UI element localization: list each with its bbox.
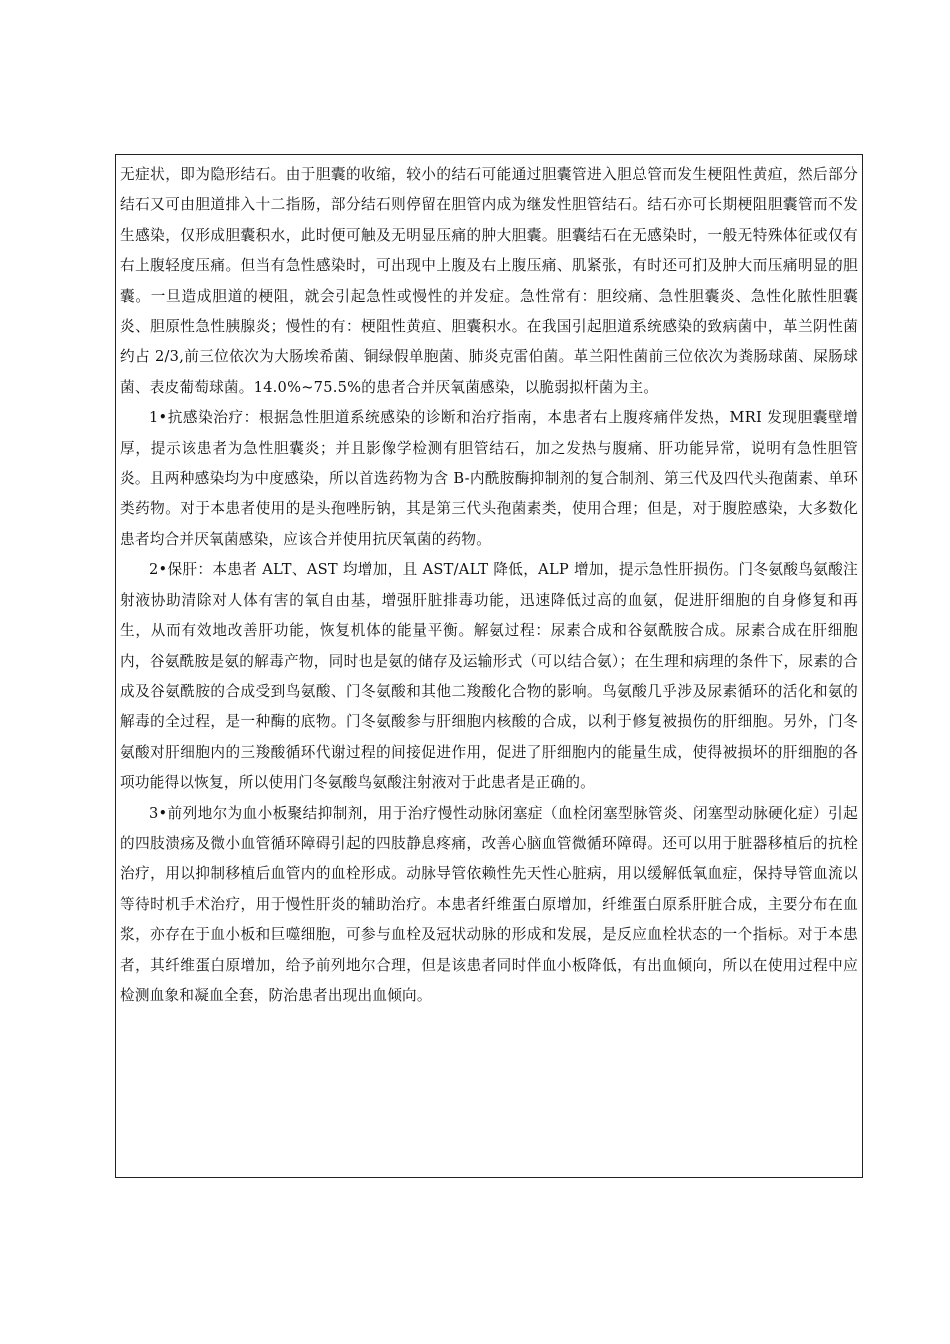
paragraph-liver-protection: 2•保肝：本患者 ALT、AST 均增加，且 AST/ALT 降低，ALP 增加，提示急性肝损伤。门冬氨酸鸟氨酸注射液协助清除对人体有害的氧自由基，增强肝脏排毒功能，迅速降低过高的血氨，促进肝细胞的自身修复和再生，从而有效地改善肝功能，恢复机体的能量平衡。解氨过程：尿素合成和谷氨酰胺合成。尿素合成在肝细胞内，谷氨酰胺是氨的解毒产物，同时也是氨的储存及运输形式（可以结合氨）；在生理和病理的条件下，尿素的合成及谷氨酰胺的合成受到鸟氨酸、门冬氨酸和其他二羧酸化合物的影响。鸟氨酸几乎涉及尿素循环的活化和氨的解毒的全过程，是一种酶的底物。门冬氨酸参与肝细胞内核酸的合成，以利于修复被损伤的肝细胞。另外，门冬氨酸对肝细胞内的三羧酸循环代谢过程的间接促进作用，促进了肝细胞内的能量生成，使得被损坏的肝细胞的各项功能得以恢复，所以使用门冬氨酸鸟氨酸注射液对于此患者是正确的。: [120, 561, 858, 792]
paragraph-gallstone-overview: 无症状，即为隐形结石。由于胆囊的收缩，较小的结石可能通过胆囊管进入胆总管而发生梗阻性黄疸，然后部分结石又可由胆道排入十二指肠，部分结石则停留在胆管内成为继发性胆管结石。结石亦可长期梗阻胆囊管而不发生感染，仅形成胆囊积水，此时便可触及无明显压痛的肿大胆囊。胆囊结石在无感染时，一般无特殊体征或仅有右上腹轻度压痛。但当有急性感染时，可出现中上腹及右上腹压痛、肌紧张，有时还可扪及肿大而压痛明显的胆囊。一旦造成胆道的梗阻，就会引起急性或慢性的并发症。急性常有：胆绞痛、急性胆囊炎、急性化脓性胆囊炎、胆原性急性胰腺炎；慢性的有：梗阻性黄疸、胆囊积水。在我国引起胆道系统感染的致病菌中，革兰阴性菌约占 2/3,前三位依次为大肠埃希菌、铜绿假单胞菌、肺炎克雷伯菌。革兰阳性菌前三位依次为粪肠球菌、屎肠球菌、表皮葡萄球菌。14.0%~75.5%的患者合并厌氧菌感染，以脆弱拟杆菌为主。: [120, 166, 858, 396]
paragraph-anti-infection-treatment: 1•抗感染治疗：根据急性胆道系统感染的诊断和治疗指南，本患者右上腹疼痛伴发热，MRI 发现胆囊壁增厚，提示该患者为急性胆囊炎；并且影像学检测有胆管结石，加之发热与腹痛、肝功能异常，说明有急性胆管炎。且两种感染均为中度感染，所以首选药物为含 B-内酰胺酶抑制剂的复合制剂、第三代及四代头孢菌素、单环类药物。对于本患者使用的是头孢唑肟钠，其是第三代头孢菌素类，使用合理；但是，对于腹腔感染，大多数化患者均合并厌氧菌感染，应该合并使用抗厌氧菌的药物。: [120, 409, 858, 548]
content-table-cell: [115, 154, 863, 1178]
paragraph-alprostadil: 3•前列地尔为血小板聚结抑制剂，用于治疗慢性动脉闭塞症（血栓闭塞型脉管炎、闭塞型动脉硬化症）引起的四肢溃疡及微小血管循环障碍引起的四肢静息疼痛，改善心脑血管微循环障碍。还可以用于脏器移植后的抗栓治疗，用以抑制移植后血管内的血栓形成。动脉导管依赖性先天性心脏病，用以缓解低氧血症，保持导管血流以等待时机手术治疗，用于慢性肝炎的辅助治疗。本患者纤维蛋白原增加，纤维蛋白原系肝脏合成，主要分布在血浆，亦存在于血小板和巨噬细胞，可参与血栓及冠状动脉的形成和发展，是反应血栓状态的一个指标。对于本患者，其纤维蛋白原增加，给予前列地尔合理，但是该患者同时伴血小板降低，有出血倾向，所以在使用过程中应检测血象和凝血全套，防治患者出现出血倾向。: [120, 804, 858, 1004]
